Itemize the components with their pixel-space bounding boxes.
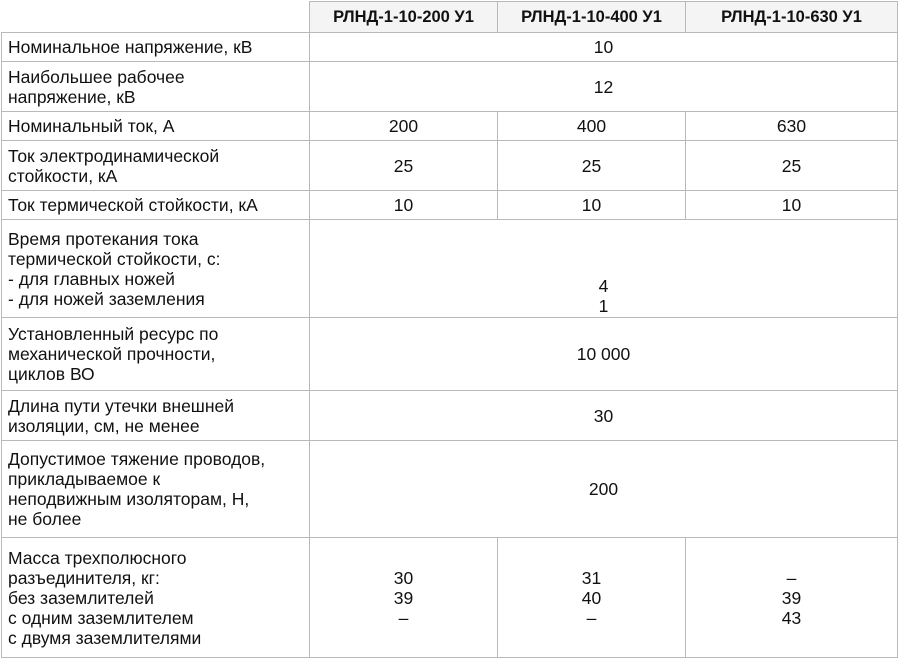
column-header: РЛНД-1-10-630 У1: [686, 2, 898, 33]
row-value: 12: [310, 62, 898, 112]
header-row: [2, 2, 898, 33]
spec-table-container: [1, 1, 898, 658]
table-row: [2, 33, 898, 62]
cell-value: 200: [310, 112, 498, 141]
cell-value: 25: [498, 141, 686, 191]
header-corner: [2, 2, 310, 33]
cell-value: 630: [686, 112, 898, 141]
row-label: Допустимое тяжение проводов, прикладываемое к неподвижным изоляторам, Н, не более: [2, 441, 310, 538]
column-header: РЛНД-1-10-200 У1: [310, 2, 498, 33]
row-value: 10 000: [310, 318, 898, 391]
column-header: РЛНД-1-10-400 У1: [498, 2, 686, 33]
cell-value: 400: [498, 112, 686, 141]
cell-value: 25: [686, 141, 898, 191]
cell-value: – 39 43: [686, 538, 898, 658]
row-value: 30: [310, 391, 898, 441]
row-label: Ток термической стойкости, кА: [2, 191, 310, 220]
row-label: Установленный ресурс по механической прочности, циклов ВО: [2, 318, 310, 391]
table-row: [2, 141, 898, 191]
row-label: Ток электродинамической стойкости, кА: [2, 141, 310, 191]
row-label: Длина пути утечки внешней изоляции, см, не менее: [2, 391, 310, 441]
cell-value: 25: [310, 141, 498, 191]
row-value: 200: [310, 441, 898, 538]
cell-value: 10: [498, 191, 686, 220]
row-label: Время протекания тока термической стойкости, с: - для главных ножей - для ножей заземления: [2, 220, 310, 318]
table-row: [2, 391, 898, 441]
row-label: Наибольшее рабочее напряжение, кВ: [2, 62, 310, 112]
spec-table: [1, 1, 898, 658]
cell-value: 10: [686, 191, 898, 220]
row-label: Номинальное напряжение, кВ: [2, 33, 310, 62]
table-row: [2, 112, 898, 141]
row-value: 4 1: [310, 220, 898, 318]
cell-value: 30 39 –: [310, 538, 498, 658]
cell-value: 31 40 –: [498, 538, 686, 658]
row-value: 10: [310, 33, 898, 62]
cell-value: 10: [310, 191, 498, 220]
table-row: [2, 220, 898, 318]
table-row: [2, 538, 898, 658]
table-row: [2, 441, 898, 538]
row-label: Масса трехполюсного разъединителя, кг: без заземлителей с одним заземлителем с двумя заземлителями: [2, 538, 310, 658]
table-row: [2, 62, 898, 112]
table-row: [2, 191, 898, 220]
row-label: Номинальный ток, А: [2, 112, 310, 141]
table-row: [2, 318, 898, 391]
